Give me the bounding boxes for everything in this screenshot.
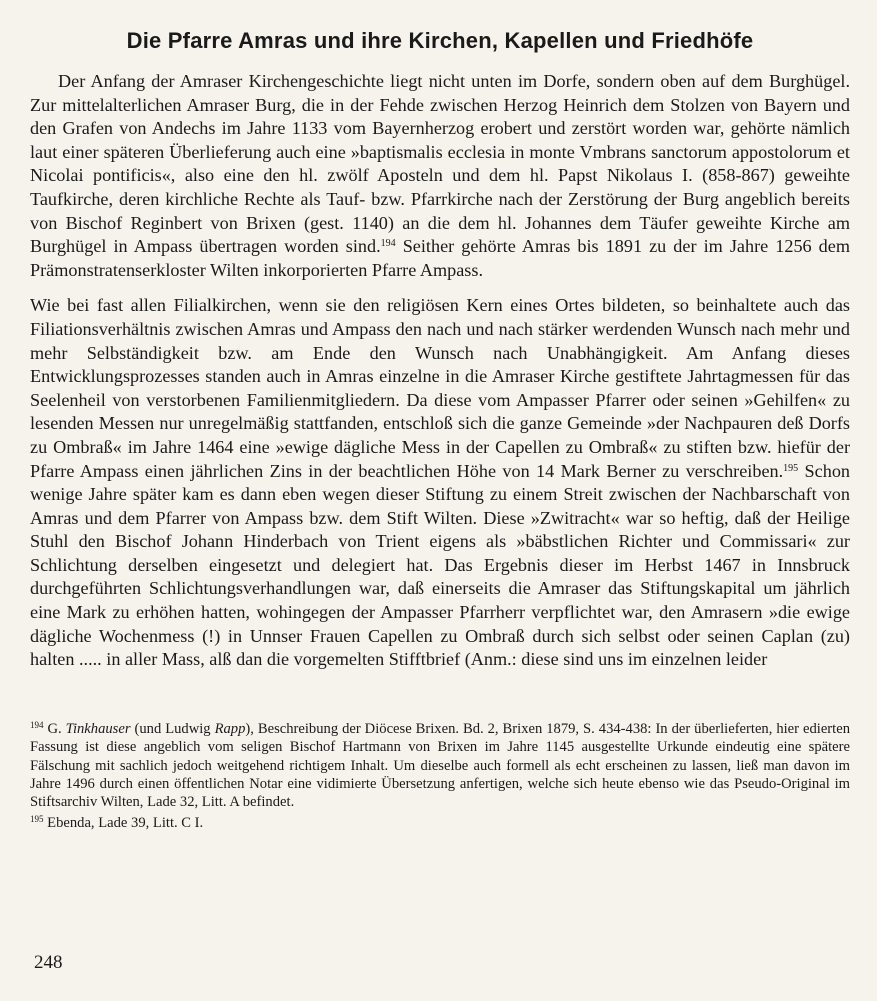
- author-name: Tinkhauser: [65, 720, 131, 737]
- author-name: Rapp: [214, 720, 246, 737]
- paragraph-1-text-b: Seither gehörte Amras bis 1891 zu der im Jahre 1256 dem Prämonstratenserkloster Wilten inkorporierten Pfarre Ampass.: [30, 236, 850, 280]
- footnote-number: 195: [30, 813, 44, 824]
- footnote-195: [30, 814, 850, 832]
- footnote-194: [30, 720, 850, 812]
- body-paragraph-1: [30, 70, 850, 282]
- paragraph-2-text-a: Wie bei fast allen Filialkirchen, wenn sie den religiösen Kern eines Ortes bildeten, so beinhaltete auch das Filiationsverhältnis zwischen Amras und Ampass den nach und nach stärker werdenden Wunsch nach mehr und mehr Selbständigkeit bzw. am Ende den Wunsch nach Unabhängigkeit. Am Anfang dieses Entwicklungsprozesses standen auch in Amras einzelne in die Amraser Kirche gestiftete Jahrtagmessen für das Seelenheil von verstorbenen Familienmitgliedern. Da diese vom Ampasser Pfarrer oder seinen »Gehilfen« zu lesenden Messen nur unregelmäßig stattfanden, entschloß sich die ganze Gemeinde »der Nachpauren deß Dorfs zu Ombraß« im Jahre 1464 eine »ewige dägliche Mess in der Capellen zu Ombraß« zu stiften bzw. hiefür der Pfarre Ampass einen jährlichen Zins in der beachtlichen Höhe von 14 Mark Berner zu verschreiben.: [30, 295, 850, 481]
- page-number: 248: [34, 952, 63, 973]
- body-paragraph-2: [30, 294, 850, 672]
- page-title: Die Pfarre Amras und ihre Kirchen, Kapellen und Friedhöfe: [126, 28, 754, 53]
- footnote-text: G.: [47, 720, 66, 737]
- footnote-ref-194[interactable]: 194: [380, 238, 396, 250]
- paragraph-2-text-b: Schon wenige Jahre später kam es dann eben wegen dieser Stiftung zu einem Streit zwischen der Nachbarschaft von Amras und dem Pfarrer von Ampass bzw. dem Stift Wilten. Diese »Zwitracht« war so heftig, daß der Heilige Stuhl den Bischof Johann Hinderbach von Trient eigens als »bäbstlichen Richter und Commissari« zur Schlichtung derselben eingesetzt und delegiert hat. Das Ergebnis dieser im Herbst 1467 in Innsbruck durchgeführten Schlichtungsverhandlungen war, daß einerseits die Amraser das Stiftungskapital um jährlich eine Mark zu erhöhen hatten, wohingegen der Ampasser Pfarrherr verpflichtet war, den Amrasern »die ewige dägliche Wochenmess (!) in Unnser Frauen Capellen zu Ombraß durch sich selbst oder seinen Caplan (zu) halten ..... in aller Mass, alß dan die vorgemelten Stifftbrief (Anm.: diese sind uns im einzelnen leider: [30, 460, 851, 670]
- footnote-text: (und Ludwig: [130, 720, 215, 737]
- footnote-number: 194: [30, 719, 44, 730]
- footnote-ref-195[interactable]: 195: [783, 462, 799, 474]
- paragraph-1-text-a: Der Anfang der Amraser Kirchengeschichte liegt nicht unten im Dorfe, sondern oben auf dem Burghügel. Zur mittelalterlichen Amraser Burg, die in der Fehde zwischen Herzog Heinrich dem Stolzen von Bayern und den Grafen von Andechs im Jahre 1133 vom Bayernherzog erobert und zerstört worden war, gehörte nämlich laut einer späteren Überlieferung auch eine »baptismalis ecclesia in monte Vmbrans sanctorum appostolorum et Nicolai pontificis«, also eine den hl. zwölf Aposteln und dem hl. Papst Nikolaus I. (858-867) geweihte Taufkirche, deren kirchliche Rechte als Tauf- bzw. Pfarrkirche nach der Zerstörung der Burg angeblich bereits von Bischof Reginbert von Brixen (gest. 1140) an die dem hl. Johannes dem Täufer geweihte Kirche am Burghügel in Ampass übertragen worden sind.: [30, 71, 850, 257]
- page-body: [30, 28, 850, 834]
- footnote-text: Ebenda, Lade 39, Litt. C I.: [47, 814, 204, 831]
- footnote-text: ), Beschreibung der Diöcese Brixen. Bd. 2, Brixen 1879, S. 434-438: In der überlieferten, hier edierten Fassung ist diese angeblich vom seligen Bischof Hartmann von Brixen im Jahre 1145 ausgestellte Urkunde eindeutig eine spätere Fälschung mit sachlich jedoch weitgehend richtigem Inhalt. Um dieselbe auch formell als echt erscheinen zu lassen, ließ man davon im Jahre 1496 durch einen öffentlichen Notar eine vidimierte Übersetzung anfertigen, welche sich heute ebenso wie das Pseudo-Original im Stiftsarchiv Wilten, Lade 32, Litt. A befindet.: [30, 720, 850, 811]
